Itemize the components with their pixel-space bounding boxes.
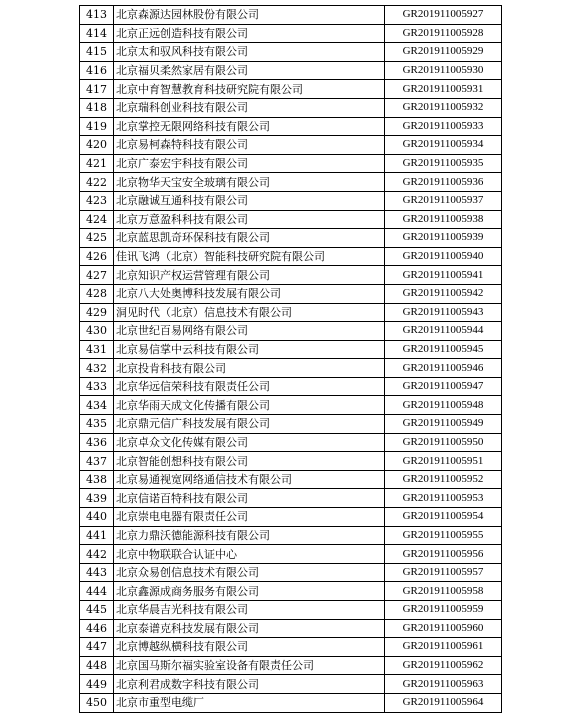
table-row	[80, 470, 502, 489]
row-number: 419	[80, 117, 114, 136]
document-page	[79, 5, 498, 713]
company-name: 北京华晨吉光科技有限公司	[114, 601, 385, 620]
certificate-number: GR201911005960	[385, 619, 502, 638]
row-number: 436	[80, 433, 114, 452]
table-row	[80, 173, 502, 192]
row-number: 429	[80, 303, 114, 322]
company-name: 北京利君成数字科技有限公司	[114, 675, 385, 694]
table-row	[80, 24, 502, 43]
table-row	[80, 80, 502, 99]
certificate-number: GR201911005957	[385, 563, 502, 582]
row-number: 427	[80, 266, 114, 285]
company-name: 北京博越纵横科技有限公司	[114, 638, 385, 657]
certificate-number: GR201911005931	[385, 80, 502, 99]
row-number: 447	[80, 638, 114, 657]
certificate-number: GR201911005950	[385, 433, 502, 452]
company-name: 北京信诺百特科技有限公司	[114, 489, 385, 508]
company-name: 北京掌控无限网络科技有限公司	[114, 117, 385, 136]
row-number: 437	[80, 452, 114, 471]
certificate-number: GR201911005964	[385, 693, 502, 712]
certificate-number: GR201911005937	[385, 191, 502, 210]
company-name: 北京太和驭风科技有限公司	[114, 43, 385, 62]
company-name: 北京知识产权运营管理有限公司	[114, 266, 385, 285]
company-name: 北京泰谱克科技发展有限公司	[114, 619, 385, 638]
certificate-number: GR201911005962	[385, 656, 502, 675]
certificate-number: GR201911005941	[385, 266, 502, 285]
table-row	[80, 656, 502, 675]
row-number: 415	[80, 43, 114, 62]
company-name: 北京华远信荣科技有限责任公司	[114, 377, 385, 396]
company-name: 北京投肯科技有限公司	[114, 359, 385, 378]
certificate-number: GR201911005949	[385, 415, 502, 434]
row-number: 442	[80, 545, 114, 564]
table-row	[80, 61, 502, 80]
company-name: 北京融诚互通科技有限公司	[114, 191, 385, 210]
row-number: 435	[80, 415, 114, 434]
company-name: 洞见时代（北京）信息技术有限公司	[114, 303, 385, 322]
table-row	[80, 191, 502, 210]
certificate-number: GR201911005927	[385, 6, 502, 25]
company-name: 北京力鼎沃德能源科技有限公司	[114, 526, 385, 545]
row-number: 418	[80, 98, 114, 117]
table-row	[80, 229, 502, 248]
table-row	[80, 154, 502, 173]
company-name: 北京鼎元信广科技发展有限公司	[114, 415, 385, 434]
company-name: 北京卓众文化传媒有限公司	[114, 433, 385, 452]
table-row	[80, 526, 502, 545]
company-name: 北京市重型电缆厂	[114, 693, 385, 712]
table-row	[80, 396, 502, 415]
company-name: 北京物华天宝安全玻璃有限公司	[114, 173, 385, 192]
table-row	[80, 266, 502, 285]
table-row	[80, 136, 502, 155]
row-number: 444	[80, 582, 114, 601]
table-row	[80, 545, 502, 564]
table-row	[80, 563, 502, 582]
table-row	[80, 693, 502, 712]
row-number: 438	[80, 470, 114, 489]
row-number: 440	[80, 508, 114, 527]
row-number: 431	[80, 340, 114, 359]
certificate-number: GR201911005928	[385, 24, 502, 43]
certificate-number: GR201911005935	[385, 154, 502, 173]
company-name: 北京万意盈科科技有限公司	[114, 210, 385, 229]
certificate-number: GR201911005959	[385, 601, 502, 620]
table-row	[80, 359, 502, 378]
table-row	[80, 619, 502, 638]
certificate-number: GR201911005947	[385, 377, 502, 396]
certificate-number: GR201911005961	[385, 638, 502, 657]
table-row	[80, 210, 502, 229]
company-name: 北京中育智慧教育科技研究院有限公司	[114, 80, 385, 99]
certificate-number: GR201911005954	[385, 508, 502, 527]
table-row	[80, 247, 502, 266]
company-name: 佳讯飞鸿（北京）智能科技研究院有限公司	[114, 247, 385, 266]
row-number: 446	[80, 619, 114, 638]
row-number: 423	[80, 191, 114, 210]
certificate-number: GR201911005939	[385, 229, 502, 248]
row-number: 426	[80, 247, 114, 266]
row-number: 445	[80, 601, 114, 620]
table-row	[80, 508, 502, 527]
certificate-number: GR201911005955	[385, 526, 502, 545]
certificate-number: GR201911005934	[385, 136, 502, 155]
certificate-number: GR201911005953	[385, 489, 502, 508]
company-name: 北京瑞科创业科技有限公司	[114, 98, 385, 117]
company-name: 北京国马斯尔福实验室设备有限责任公司	[114, 656, 385, 675]
company-name: 北京崇电电器有限责任公司	[114, 508, 385, 527]
table-row	[80, 377, 502, 396]
company-name: 北京易信掌中云科技有限公司	[114, 340, 385, 359]
row-number: 424	[80, 210, 114, 229]
company-name: 北京易通视宽网络通信技术有限公司	[114, 470, 385, 489]
table-row	[80, 6, 502, 25]
row-number: 433	[80, 377, 114, 396]
table-row	[80, 601, 502, 620]
certificate-number: GR201911005958	[385, 582, 502, 601]
table-row	[80, 284, 502, 303]
certificate-number: GR201911005952	[385, 470, 502, 489]
table-row	[80, 43, 502, 62]
row-number: 434	[80, 396, 114, 415]
table-row	[80, 489, 502, 508]
certificate-number: GR201911005963	[385, 675, 502, 694]
certificate-number: GR201911005943	[385, 303, 502, 322]
company-name: 北京众易创信息技术有限公司	[114, 563, 385, 582]
certificate-number: GR201911005940	[385, 247, 502, 266]
row-number: 413	[80, 6, 114, 25]
company-name: 北京蓝思凯奇环保科技有限公司	[114, 229, 385, 248]
certificate-number: GR201911005929	[385, 43, 502, 62]
table-row	[80, 117, 502, 136]
row-number: 449	[80, 675, 114, 694]
table-row	[80, 675, 502, 694]
table-row	[80, 452, 502, 471]
table-row	[80, 582, 502, 601]
row-number: 414	[80, 24, 114, 43]
certificate-number: GR201911005942	[385, 284, 502, 303]
company-name: 北京中物联联合认证中心	[114, 545, 385, 564]
certificate-number: GR201911005944	[385, 322, 502, 341]
row-number: 432	[80, 359, 114, 378]
certificate-number: GR201911005956	[385, 545, 502, 564]
row-number: 417	[80, 80, 114, 99]
company-name: 北京鑫源成商务服务有限公司	[114, 582, 385, 601]
company-name: 北京广泰宏宇科技有限公司	[114, 154, 385, 173]
certificate-number: GR201911005930	[385, 61, 502, 80]
company-name: 北京易柯森特科技有限公司	[114, 136, 385, 155]
company-name: 北京智能创想科技有限公司	[114, 452, 385, 471]
row-number: 425	[80, 229, 114, 248]
certificate-number: GR201911005946	[385, 359, 502, 378]
row-number: 441	[80, 526, 114, 545]
table-row	[80, 340, 502, 359]
row-number: 450	[80, 693, 114, 712]
company-table	[79, 5, 502, 713]
row-number: 439	[80, 489, 114, 508]
row-number: 422	[80, 173, 114, 192]
certificate-number: GR201911005951	[385, 452, 502, 471]
table-row	[80, 322, 502, 341]
certificate-number: GR201911005945	[385, 340, 502, 359]
row-number: 443	[80, 563, 114, 582]
certificate-number: GR201911005936	[385, 173, 502, 192]
certificate-number: GR201911005938	[385, 210, 502, 229]
table-row	[80, 433, 502, 452]
company-name: 北京世纪百易网络有限公司	[114, 322, 385, 341]
table-row	[80, 303, 502, 322]
company-name: 北京八大处奥博科技发展有限公司	[114, 284, 385, 303]
certificate-number: GR201911005948	[385, 396, 502, 415]
company-name: 北京正远创造科技有限公司	[114, 24, 385, 43]
company-name: 北京森源达园林股份有限公司	[114, 6, 385, 25]
row-number: 420	[80, 136, 114, 155]
row-number: 421	[80, 154, 114, 173]
table-row	[80, 98, 502, 117]
row-number: 430	[80, 322, 114, 341]
table-row	[80, 415, 502, 434]
table-row	[80, 638, 502, 657]
certificate-number: GR201911005933	[385, 117, 502, 136]
row-number: 416	[80, 61, 114, 80]
row-number: 428	[80, 284, 114, 303]
certificate-number: GR201911005932	[385, 98, 502, 117]
row-number: 448	[80, 656, 114, 675]
company-name: 北京华雨天成文化传播有限公司	[114, 396, 385, 415]
company-name: 北京福贝柔然家居有限公司	[114, 61, 385, 80]
company-table-body	[80, 6, 502, 713]
